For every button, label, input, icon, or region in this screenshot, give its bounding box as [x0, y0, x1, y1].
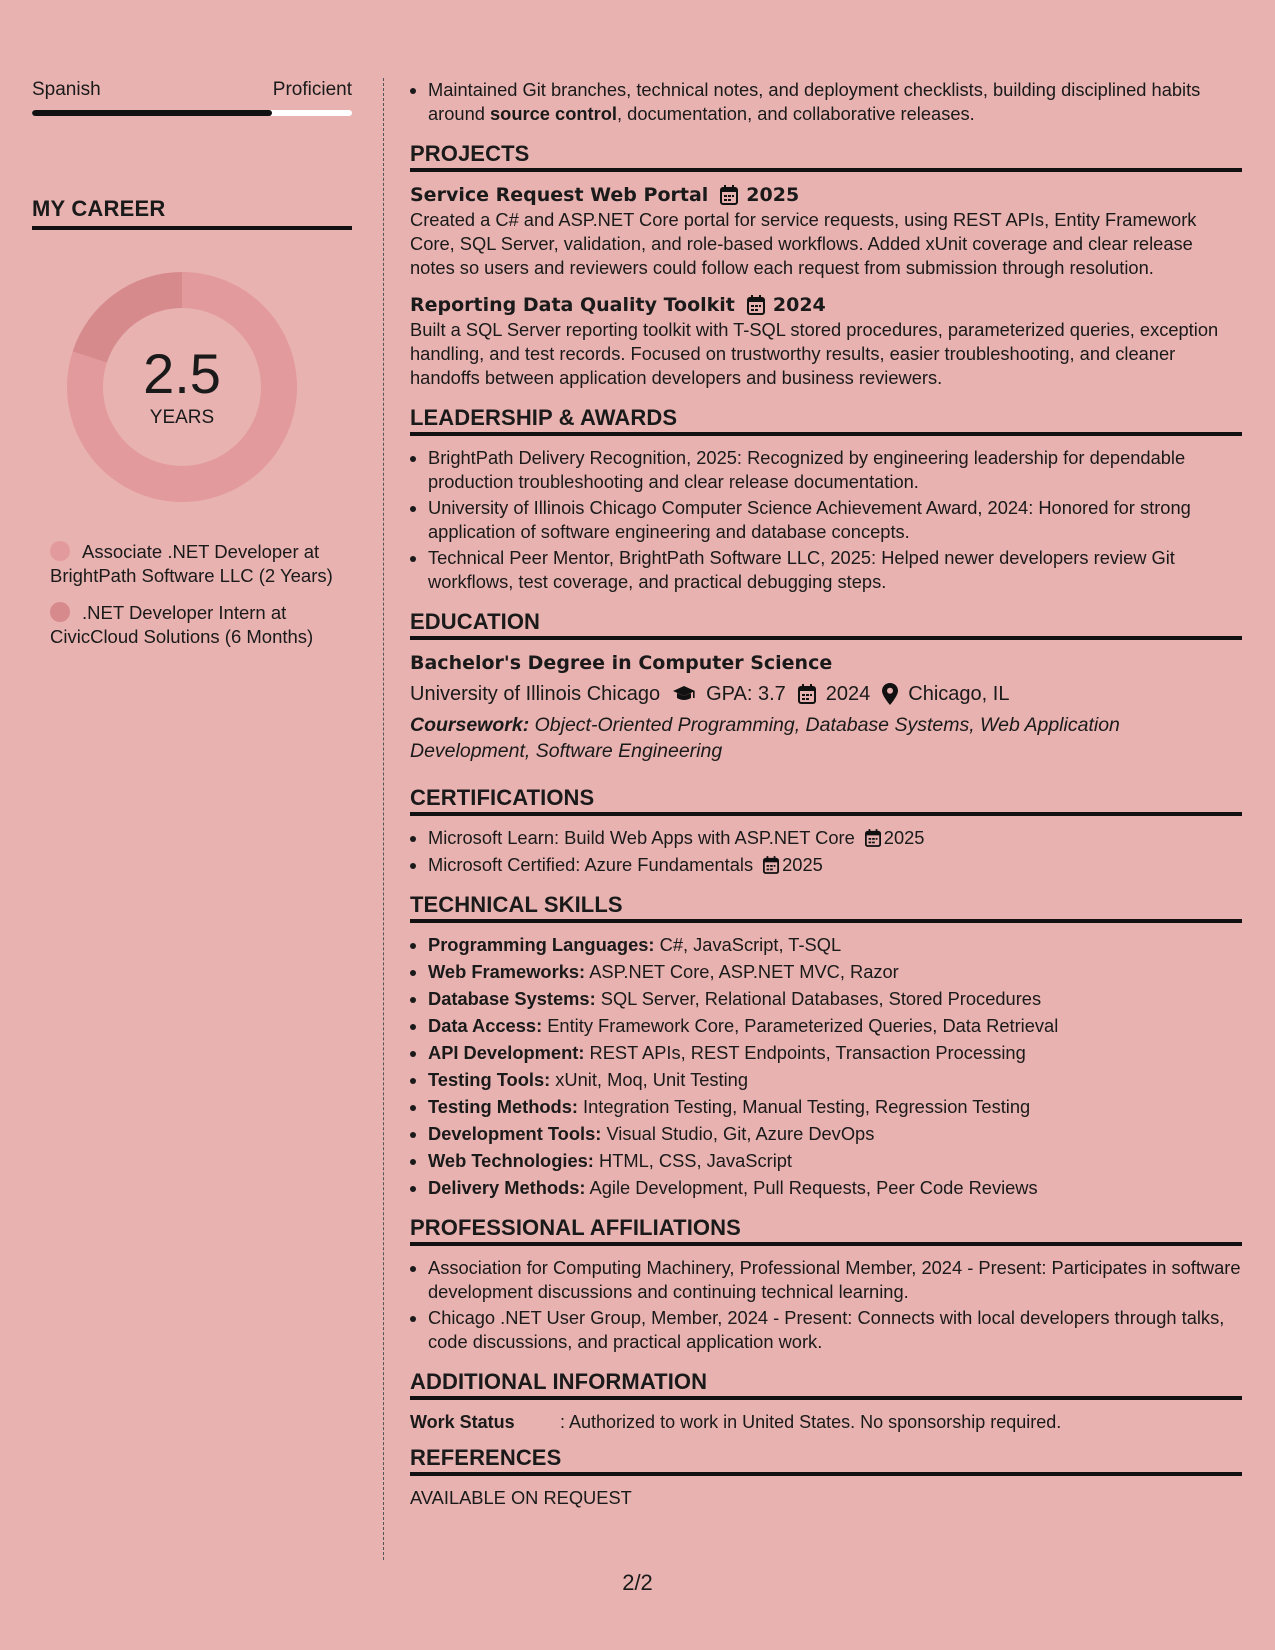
sidebar [32, 78, 352, 662]
certifications-heading: CERTIFICATIONS [410, 786, 1242, 816]
certification-name: Microsoft Learn: Build Web Apps with ASP.NET Core [428, 827, 855, 848]
skill-value: REST APIs, REST Endpoints, Transaction Processing [584, 1042, 1026, 1063]
calendar-icon [865, 829, 881, 847]
experience-bullets [410, 78, 1242, 126]
calendar-icon [798, 684, 816, 704]
education-heading: EDUCATION [410, 610, 1242, 640]
list-item [428, 1068, 1242, 1092]
location-pin-icon [882, 683, 898, 705]
list-item: • BrightPath Delivery Recognition, 2025: Recognized by engineering leadership for dependable production troubleshooting and clear release documentation. [428, 446, 1242, 494]
experience-value: 2.5 [143, 342, 221, 405]
references-heading: REFERENCES [410, 1446, 1242, 1476]
project-entry [410, 292, 1242, 390]
skill-label: Web Technologies: [428, 1150, 594, 1171]
list-item: • Association for Computing Machinery, Professional Member, 2024 - Present: Participates in software development discussions and continuing technical learning. [428, 1256, 1242, 1304]
career-list [50, 540, 352, 649]
bullet-text: , documentation, and collaborative releases. [617, 103, 975, 124]
skill-label: Programming Languages: [428, 934, 655, 955]
career-item-text: Associate .NET Developer at BrightPath Software LLC (2 Years) [50, 541, 333, 586]
coursework-label: Coursework: [410, 714, 530, 736]
education-school: University of Illinois Chicago [410, 683, 661, 705]
affiliations-list [410, 1256, 1242, 1354]
list-item [428, 1014, 1242, 1038]
list-item [428, 1122, 1242, 1146]
main-content [410, 78, 1242, 1510]
list-item [428, 826, 1242, 850]
education-location: Chicago, IL [908, 683, 1010, 705]
list-item [428, 1149, 1242, 1173]
project-title: Reporting Data Quality Toolkit [410, 294, 735, 316]
career-item-text: .NET Developer Intern at CivicCloud Solutions (6 Months) [50, 602, 314, 647]
skill-value: C#, JavaScript, T-SQL [654, 934, 842, 955]
project-year: 2024 [772, 294, 826, 316]
skill-label: Web Frameworks: [428, 961, 586, 982]
certification-year: 2025 [883, 827, 925, 848]
experience-unit: YEARS [149, 407, 215, 428]
skill-value: Entity Framework Core, Parameterized Queries, Data Retrieval [542, 1015, 1059, 1036]
project-description: Created a C# and ASP.NET Core portal for service requests, using REST APIs, Entity Framework Core, SQL Server, validation, and role-based workflows. Added xUnit coverage and clear release notes so users and reviewers could follow each request from submission through resolution. [410, 209, 1197, 278]
skill-value: Visual Studio, Git, Azure DevOps [601, 1123, 875, 1144]
list-item [428, 960, 1242, 984]
project-title-row [410, 182, 1242, 208]
skill-value: HTML, CSS, JavaScript [593, 1150, 793, 1171]
language-proficiency-fill [32, 110, 272, 116]
career-item [50, 540, 352, 588]
education-details [410, 680, 1242, 708]
affiliations-heading: PROFESSIONAL AFFILIATIONS [410, 1216, 1242, 1246]
education-degree: Bachelor's Degree in Computer Science [410, 652, 833, 674]
additional-info-heading: ADDITIONAL INFORMATION [410, 1370, 1242, 1400]
career-dot-icon [50, 541, 70, 561]
language-proficiency-bar [32, 110, 352, 116]
skill-label: Delivery Methods: [428, 1177, 586, 1198]
skill-label: Database Systems: [428, 988, 596, 1009]
list-item: • Chicago .NET User Group, Member, 2024 - Present: Connects with local developers through talks, code discussions, and practical application work. [428, 1306, 1242, 1354]
education-year: 2024 [825, 683, 871, 705]
list-item [428, 987, 1242, 1011]
list-item: • Technical Peer Mentor, BrightPath Software LLC, 2025: Helped newer developers review Git workflows, test coverage, and practical debugging steps. [428, 546, 1242, 594]
career-heading: MY CAREER [32, 196, 352, 230]
skill-label: API Development: [428, 1042, 585, 1063]
skills-heading: TECHNICAL SKILLS [410, 893, 1242, 923]
project-year: 2025 [746, 184, 800, 206]
skill-value: xUnit, Moq, Unit Testing [550, 1069, 748, 1090]
certification-name: Microsoft Certified: Azure Fundamentals [428, 854, 754, 875]
career-item [50, 601, 352, 649]
work-status-row [410, 1410, 1242, 1434]
project-title: Service Request Web Portal [410, 184, 709, 206]
experience-donut [67, 272, 297, 502]
bullet-bold-text: source control [490, 103, 617, 124]
calendar-icon [747, 295, 765, 315]
language-level: Proficient [272, 79, 352, 100]
skill-value: SQL Server, Relational Databases, Stored Procedures [595, 988, 1042, 1009]
language-row [32, 78, 352, 102]
projects-heading: PROJECTS [410, 142, 1242, 172]
skills-list [410, 933, 1242, 1200]
list-item [428, 933, 1242, 957]
skill-value: ASP.NET Core, ASP.NET MVC, Razor [585, 961, 899, 982]
graduation-cap-icon [672, 685, 696, 703]
skill-value: Integration Testing, Manual Testing, Regression Testing [577, 1096, 1031, 1117]
leadership-list [410, 446, 1242, 594]
work-status-value: : Authorized to work in United States. No sponsorship required. [560, 1412, 1062, 1432]
list-item [428, 78, 1242, 126]
column-divider [383, 78, 384, 1560]
project-description: Built a SQL Server reporting toolkit with T-SQL stored procedures, parameterized queries, exception handling, and test records. Focused on trustworthy results, easier troubleshooting, and cleaner handoffs between application developers and business reviewers. [410, 319, 1219, 388]
references-text: AVAILABLE ON REQUEST [410, 1487, 632, 1508]
bullet-text: Maintained Git branches, technical notes, and deployment checklists, building disciplined habits around [428, 79, 1201, 124]
page-number: 2/2 [622, 1570, 653, 1595]
project-title-row [410, 292, 1242, 318]
list-item [428, 1176, 1242, 1200]
education-coursework [410, 712, 1242, 764]
leadership-heading: LEADERSHIP & AWARDS [410, 406, 1242, 436]
language-name: Spanish [32, 79, 101, 100]
list-item: • University of Illinois Chicago Computer Science Achievement Award, 2024: Honored for strong application of software engineering and database concepts. [428, 496, 1242, 544]
certifications-list [410, 826, 1242, 877]
list-item [428, 1041, 1242, 1065]
work-status-label: Work Status [410, 1412, 515, 1432]
skill-label: Development Tools: [428, 1123, 602, 1144]
list-item [428, 853, 1242, 877]
certification-year: 2025 [782, 854, 823, 875]
skill-label: Data Access: [428, 1015, 543, 1036]
career-dot-icon [50, 602, 70, 622]
skill-value: Agile Development, Pull Requests, Peer Code Reviews [585, 1177, 1038, 1198]
skill-label: Testing Methods: [428, 1096, 578, 1117]
calendar-icon [720, 185, 738, 205]
coursework-text: Object-Oriented Programming, Database Systems, Web Application Development, Software Engineering [410, 714, 1120, 762]
project-entry [410, 182, 1242, 280]
skill-label: Testing Tools: [428, 1069, 551, 1090]
calendar-icon [763, 856, 779, 874]
education-gpa: GPA: 3.7 [706, 683, 786, 705]
list-item [428, 1095, 1242, 1119]
